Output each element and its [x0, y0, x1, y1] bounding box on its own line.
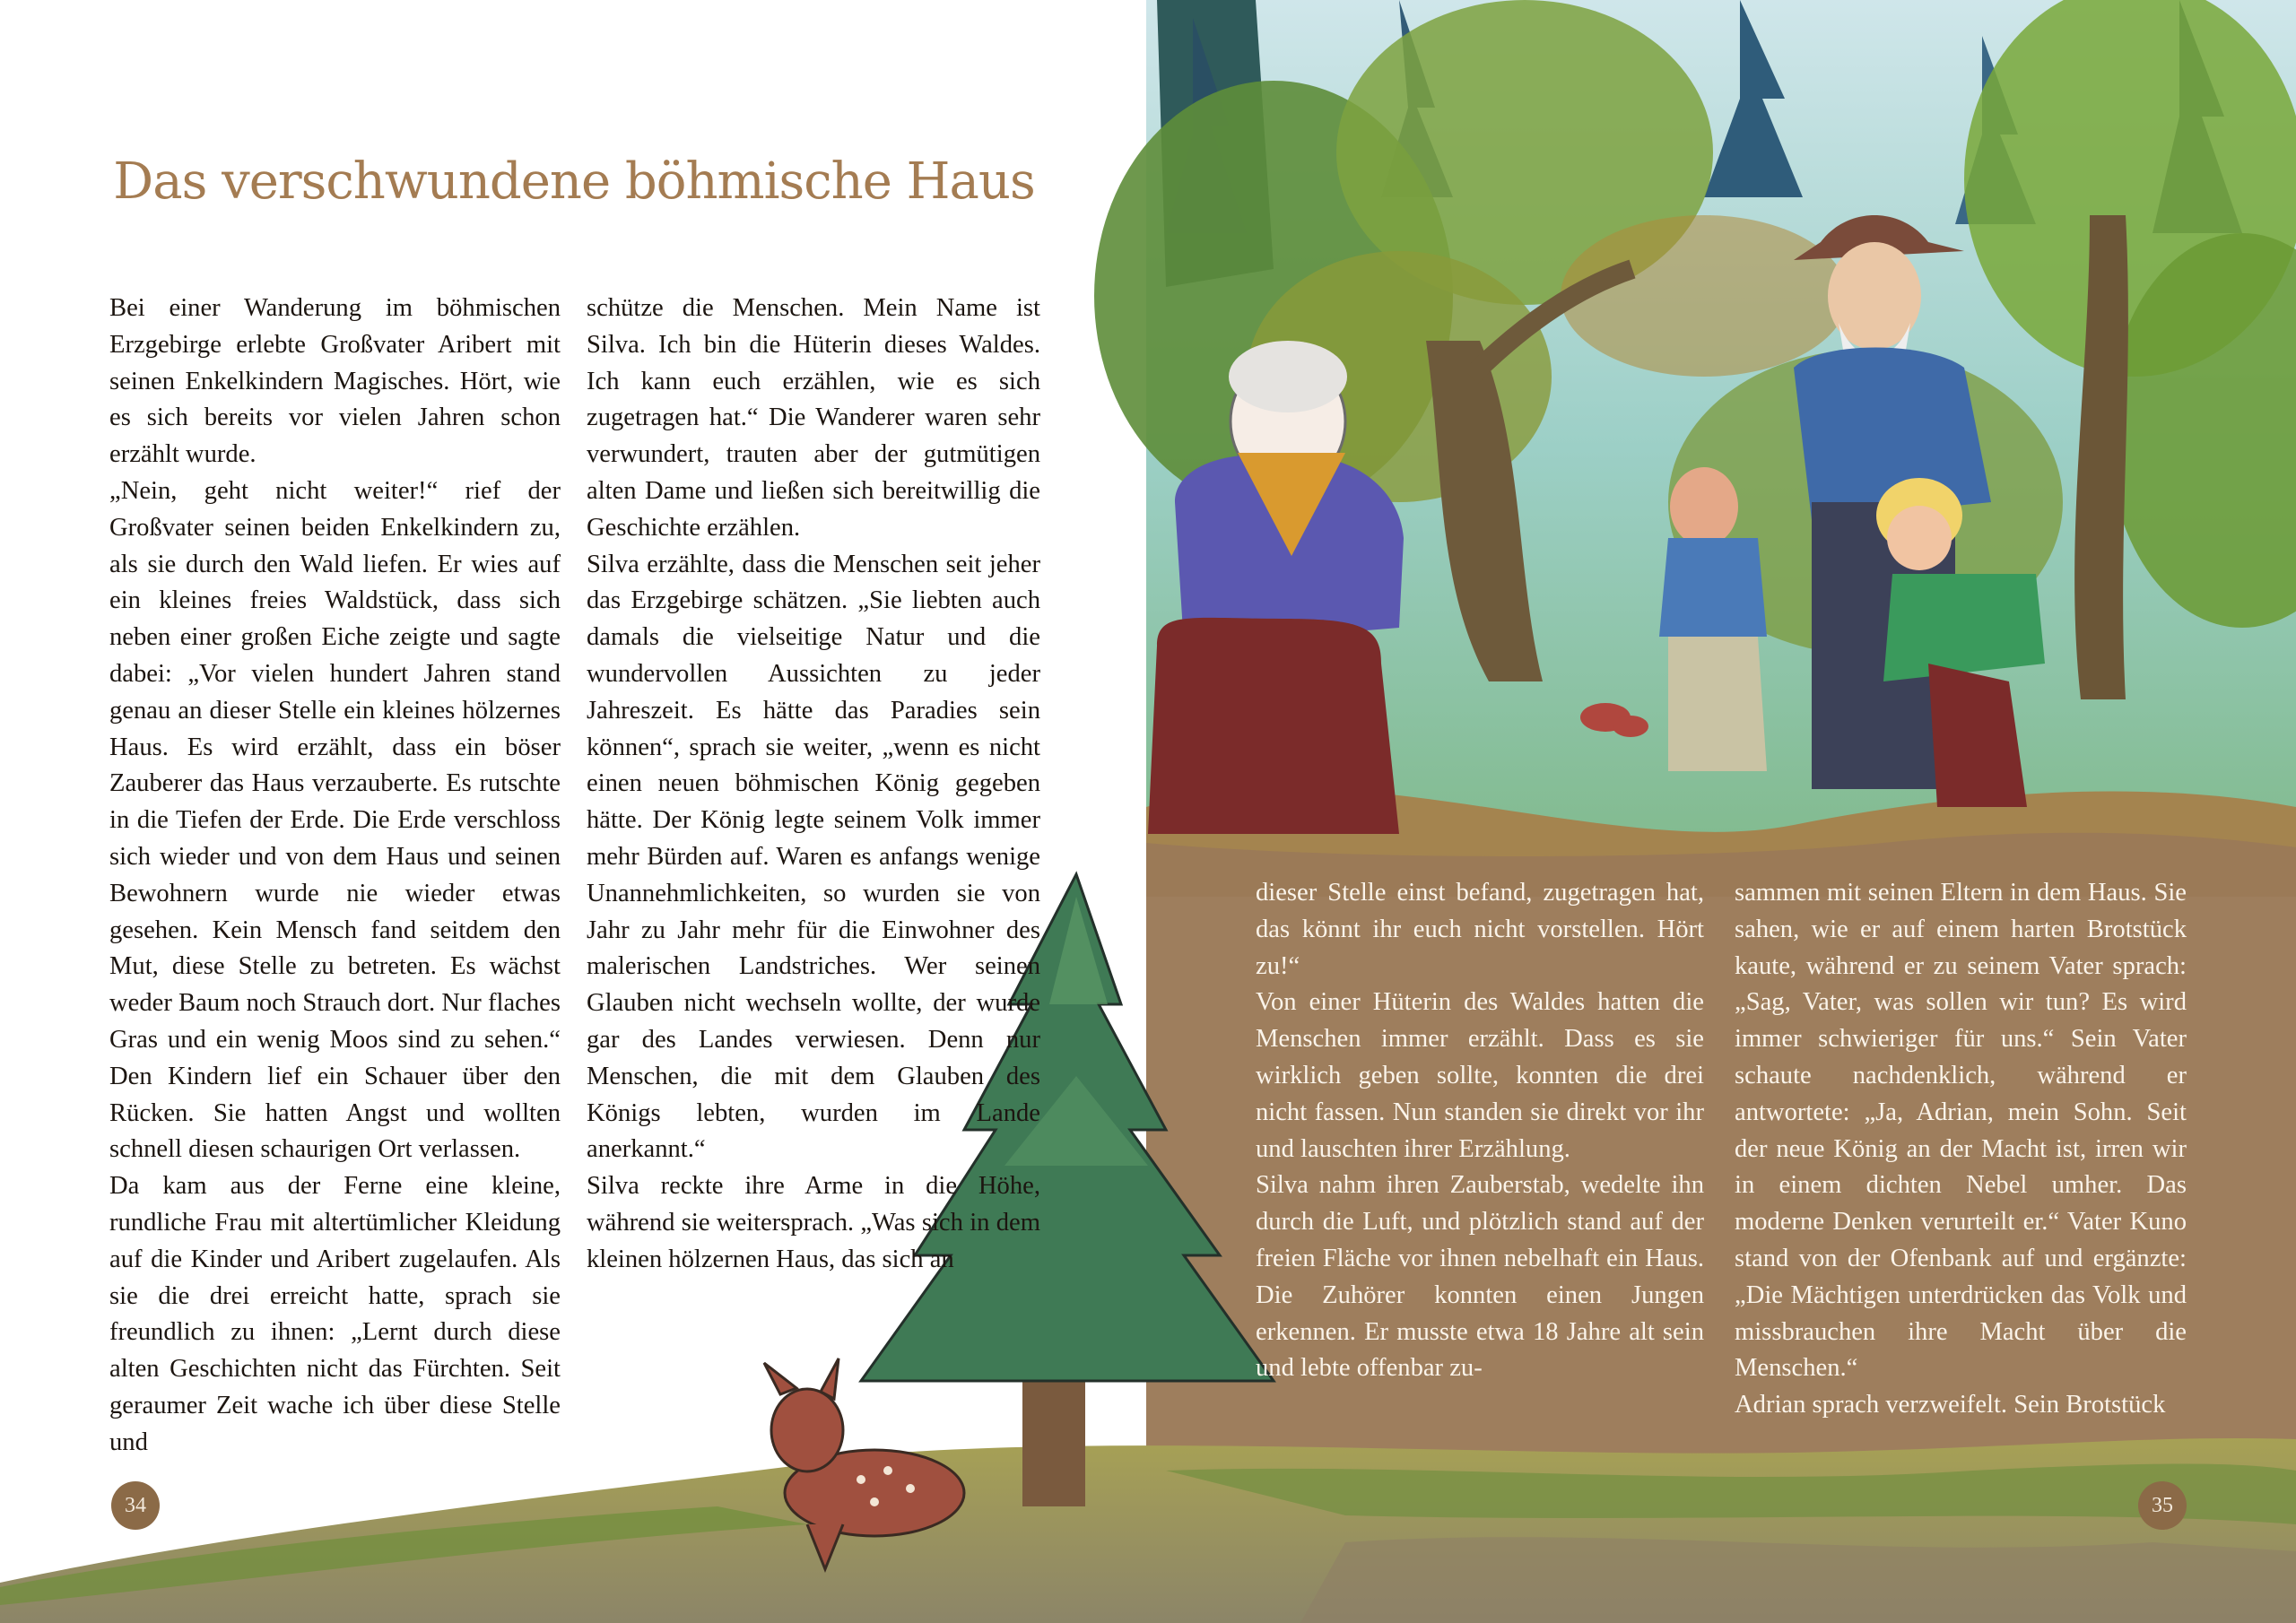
paragraph: schütze die Menschen. Mein Name ist Silva. Ich bin die Hüterin dieses Waldes. Ich kann euch erzählen, wie es sich zugetragen hat.“ Die Wanderer waren sehr verwundert, trauten aber der gutmütigen alten Dame und ließen sich bereitwillig die Geschichte erzählen.: [587, 294, 1040, 542]
text-column-left-1: [109, 291, 561, 1462]
paragraph: Silva nahm ihren Zauberstab, wedelte ihn durch die Luft, und plötzlich stand auf der freien Fläche vor ihnen nebelhaft ein Haus. Die Zuhörer konnten einen Jungen erkennen. Er musste etwa 18 Jahre alt sein und lebte offenbar zu-: [1256, 1171, 1704, 1383]
text-column-right-1: [1256, 875, 1704, 1387]
paragraph: Silva erzählte, dass die Menschen seit jeher das Erzgebirge schätzen. „Sie liebten auch damals die vielseitige Natur und die wundervollen Aussichten zu jeder Jahreszeit. Es hätte das Paradies sein können“, sprach sie weiter, „wenn es nicht einen neuen böhmischen König gegeben hätte. Der König legte seinem Volk immer mehr Bürden auf. Waren es anfangs wenige Unannehmlichkeiten, so wurden sie von Jahr zu Jahr mehr für die Einwohner des malerischen Landstriches. Wer seinen Glauben nicht wechseln wollte, der wurde gar des Landes verwiesen. Denn nur Menschen, die mit dem Glauben des Königs lebten, wurden im Lande anerkannt.“: [587, 550, 1040, 1164]
paragraph: sammen mit seinen Eltern in dem Haus. Sie sahen, wie er auf einem harten Brotstück kaute, während er zu seinem Vater sprach: „Sag, Vater, was sollen wir tun? Es wird immer schwieriger für uns.“ Sein Vater schaute nachdenklich, während er antwortete: „Ja, Adrian, mein Sohn. Seit der neue König an der Macht ist, irren wir in einem dichten Nebel umher. Das moderne Denken verurteilt er.“ Vater Kuno stand von der Ofenbank auf und ergänzte: „Die Mächtigen unterdrücken das Volk und missbrauchen ihre Macht über die Menschen.“: [1735, 879, 2187, 1383]
paragraph: „Nein, geht nicht weiter!“ rief der Großvater seinen beiden Enkelkindern zu, als sie durch den Wald liefen. Er wies auf ein kleines freies Waldstück, dass sich neben einer großen Eiche zeigte und sagte dabei: „Vor vielen hundert Jahren stand genau an dieser Stelle ein kleines hölzernes Haus. Es wird erzählt, dass ein böser Zauberer das Haus verzauberte. Es rutschte in die Tiefen der Erde. Die Erde verschloss sich wieder und von dem Haus und seinen Bewohnern wurde nie wieder etwas gesehen. Kein Mensch fand seitdem den Mut, diese Stelle zu betreten. Es wächst weder Baum noch Strauch dort. Nur flaches Gras und ein wenig Moos sind zu sehen.“ Den Kindern lief ein Schauer über den Rücken. Sie hatten Angst und wollten schnell diesen schaurigen Ort verlassen.: [109, 476, 561, 1164]
paragraph: dieser Stelle einst befand, zugetragen hat, das könnt ihr euch nicht vorstellen. Hört zu!“: [1256, 879, 1704, 980]
paragraph: Adrian sprach verzweifelt. Sein Brotstück: [1735, 1391, 2166, 1419]
paragraph: Bei einer Wanderung im böhmischen Erzgebirge erlebte Großvater Aribert mit seinen Enkelkindern Magisches. Hört, wie es sich bereits vor vielen Jahren schon erzählt wurde.: [109, 294, 561, 469]
page-number-right: 35: [2138, 1481, 2187, 1530]
page-number-left: 34: [111, 1481, 160, 1530]
forest-scene: [1094, 0, 2296, 897]
paragraph: Von einer Hüterin des Waldes hatten die Menschen immer erzählt. Dass es sie wirklich geben sollte, konnten die drei nicht fassen. Nun standen sie direkt vor ihr und lauschten ihrer Erzählung.: [1256, 988, 1704, 1163]
text-column-right-2: [1735, 875, 2187, 1424]
paragraph: Silva reckte ihre Arme in die Höhe, während sie weitersprach. „Was sich in dem kleinen hölzernen Haus, das sich an: [587, 1172, 1040, 1273]
page-title: Das verschwundene böhmische Haus: [113, 152, 1035, 211]
text-column-left-2: [587, 291, 1040, 1279]
paragraph: Da kam aus der Ferne eine kleine, rundliche Frau mit altertümlicher Kleidung auf die Kinder und Aribert zugelaufen. Als sie die drei erreicht hatte, sprach sie freundlich zu ihnen: „Lernt durch diese alten Geschichten nicht das Fürchten. Seit geraumer Zeit wache ich über diese Stelle und: [109, 1172, 561, 1456]
